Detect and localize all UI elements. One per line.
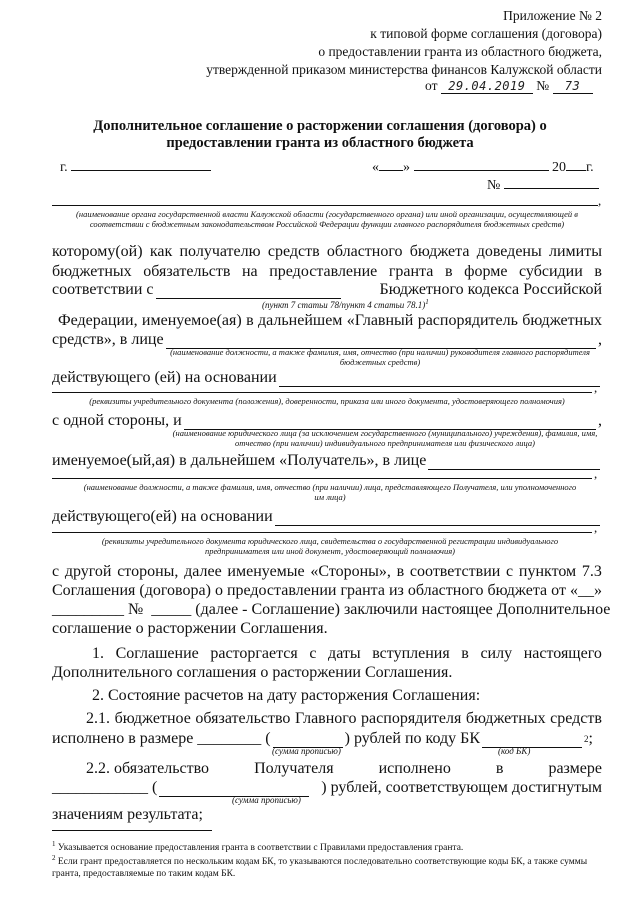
word: предоставлении: [226, 582, 337, 599]
recipient-rep-blank: [428, 456, 600, 470]
month-blank: [414, 170, 549, 171]
header-date-row: [425, 78, 593, 94]
paragraph-3-line-4: соглашение о расторжении Соглашения.: [52, 620, 328, 637]
word: с: [309, 645, 317, 662]
caption-recipient: (наименование юридического лица (за исключением государственного (муниципального) учреждения), фамилия, имя, отчество (при наличии) индивидуального предпринимателя или физического лица): [172, 428, 598, 448]
word: Федерации,: [58, 312, 138, 329]
appendix-number: Приложение № 2: [503, 8, 602, 23]
word: распорядитель: [417, 312, 518, 329]
comma-4: ,: [594, 520, 598, 535]
rubles-kbk-text: ) рублей по коду БК: [344, 730, 480, 747]
word: форме: [464, 263, 508, 280]
word: как: [149, 243, 173, 260]
word: 2.1.: [86, 710, 110, 727]
rubles-achieved-text: ) рублей, соответствующем достигнутым: [321, 779, 602, 796]
word: областного: [326, 243, 403, 260]
executed-amount-text: исполнено в размере ________ (: [52, 730, 271, 747]
item-2-2-line-3: значениям результата;: [52, 806, 203, 823]
word: «Стороны»,: [310, 563, 391, 580]
word: субсидии: [519, 263, 583, 280]
acting-basis-1-label: действующего (ей) на основании: [52, 369, 277, 386]
amount-blank-2: ____________ (: [52, 779, 158, 796]
grantor-blank-line: [52, 205, 598, 206]
comma-3: ,: [594, 466, 598, 481]
word: бюджетных: [52, 263, 132, 280]
caption-article: (пункт 7 статьи 78/пункт 4 статьи 78.1)$^1$: [262, 298, 429, 310]
city-blank: [71, 170, 211, 171]
caption-kbk: (код БК): [498, 746, 531, 756]
accordance-text: соответствии с: [52, 281, 154, 298]
word: далее: [184, 563, 222, 580]
word: распорядителя: [361, 710, 462, 727]
word: обязательств: [143, 263, 231, 280]
quote-close: »: [403, 160, 410, 175]
year-prefix: 20: [552, 160, 566, 175]
agreement-number-label: №: [487, 178, 501, 193]
document-title-line-1: Дополнительное соглашение о расторжении соглашения (договора) о: [93, 118, 547, 134]
recipient-named-label: именуемое(ый,ая) в дальнейшем «Получатель», в лице: [52, 452, 427, 469]
word: дальнейшем: [257, 312, 343, 329]
acting-basis-2-line-2: [52, 532, 592, 533]
word: гранта: [388, 263, 434, 280]
caption-sum-2: (сумма прописью): [232, 795, 301, 805]
footnote-1-text: Указывается основание предоставления гранта в соответствии с Правилами предоставления гранта.: [57, 843, 464, 854]
obligation-word: 2.2. обязательство: [86, 760, 210, 777]
document-title-line-2: предоставлении гранта из областного бюджета: [166, 135, 474, 151]
word: «__»: [569, 582, 602, 599]
word: получателю: [179, 243, 261, 260]
footnote-1-mark: 1: [52, 840, 56, 848]
word: на: [241, 263, 258, 280]
quote-open: «: [372, 160, 379, 175]
word: с: [506, 563, 514, 580]
paragraph-1-line-3: [52, 281, 602, 299]
agreement-number-blank: [504, 188, 599, 189]
word: «Главный: [346, 312, 414, 329]
word: бюджета: [487, 582, 548, 599]
recipient-rep-line-2: [52, 478, 592, 479]
caption-sum-1: (сумма прописью): [272, 746, 341, 756]
acting-basis-2-label: действующего(ей) на основании: [52, 508, 273, 525]
comma-2: ,: [594, 380, 598, 395]
word: расторгается: [210, 645, 298, 662]
number-label: №: [536, 78, 550, 93]
executed-word: исполнено: [378, 760, 451, 777]
word: в: [461, 645, 469, 662]
word: Главного: [295, 710, 357, 727]
year-suffix: г.: [586, 160, 594, 175]
word: другой: [64, 563, 112, 580]
budget-code-text: Бюджетного кодекса Российской: [379, 281, 602, 298]
word: силу: [480, 645, 513, 662]
word: бюджета: [409, 243, 470, 260]
word: именуемое(ая): [141, 312, 242, 329]
word: средств: [550, 710, 602, 727]
acting-basis-1-line-2: [52, 392, 592, 393]
concluded-text: _____ (далее - Соглашение) заключили настоящее Дополнительное: [151, 601, 611, 618]
word: гранта: [340, 582, 385, 599]
word: средств: [267, 243, 320, 260]
caption-head: (наименование должности, а также фамилия, имя, отчество (при наличии) руководителя главного распорядителя бюджетных средств): [170, 347, 590, 367]
word: бюджетных: [522, 312, 602, 329]
paragraph-3-line-1: [52, 563, 602, 581]
caption-basis-1: (реквизиты учредительного документа (положения), доверенности, приказа или иного документа, удостоверяющего полномочия): [89, 396, 565, 406]
word: о: [214, 582, 223, 599]
city-field: [60, 160, 211, 176]
word: в: [246, 312, 254, 329]
word: в: [444, 263, 453, 280]
date-field: [372, 160, 594, 176]
year-blank: [566, 170, 586, 171]
recipient-named-row: [52, 452, 602, 470]
word: даты: [328, 645, 361, 662]
caption-grantor: (наименование органа государственной власти Калужской области (государственного органа) или иной организации, осуществляющей в соответствии с бюджетным законодательством Российской Федерации функции главного распорядителя бюджетных средств): [76, 209, 578, 229]
footnote-2-mark: 2: [52, 854, 56, 862]
item-2-2-line-1: [86, 760, 602, 778]
one-side-label: с одной стороны, и: [52, 412, 182, 429]
acting-basis-2-blank: [275, 512, 600, 526]
word: обязательство: [195, 710, 291, 727]
item-2-heading: 2. Состояние расчетов на дату расторжения Соглашения:: [92, 687, 481, 704]
ot-label: от: [425, 78, 438, 93]
word: именуемые: [227, 563, 305, 580]
ref-date-blank: _________ №: [52, 601, 144, 618]
item-1-line-1: [92, 645, 602, 663]
item-2-2-line-2: [52, 779, 602, 797]
word: бюджетных: [465, 710, 546, 727]
recipient-word: Получателя: [254, 760, 334, 777]
word: в: [396, 563, 405, 580]
word: лимиты: [548, 243, 602, 260]
footnote-ref-2: 2: [584, 734, 589, 744]
in-word: в: [495, 760, 504, 777]
acting-basis-1: [52, 369, 602, 387]
word: с: [52, 563, 60, 580]
caption-recipient-rep: (наименование должности, а также фамилия, имя, отчество (при наличии) лица, представляющего Получателя, или уполномоченного им лица): [83, 482, 577, 502]
acting-basis-1-blank: [279, 373, 600, 387]
word: соответствии: [409, 563, 501, 580]
item-1-line-2: Дополнительного соглашения о расторжении Соглашения.: [52, 664, 453, 681]
paragraph-3-line-2: [52, 582, 602, 600]
word: предоставление: [269, 263, 378, 280]
header-line-3: о предоставлении гранта из областного бюджета,: [318, 44, 602, 59]
word: настоящего: [523, 645, 602, 662]
one-side-row: с одной стороны, и ,: [52, 412, 602, 429]
word: стороны,: [117, 563, 179, 580]
word: 7.3: [581, 563, 602, 580]
agreement-number-field: [487, 178, 599, 194]
header-line-2: к типовой форме соглашения (договора): [370, 26, 602, 41]
word: 1.: [92, 645, 104, 662]
word: вступления: [372, 645, 450, 662]
word: бюджетное: [114, 710, 191, 727]
footnote-ref-1: 1: [425, 298, 429, 306]
amount-word: размере: [548, 760, 602, 777]
handwritten-number: 73: [553, 79, 593, 94]
city-label: г.: [60, 160, 68, 175]
comma-1: ,: [598, 193, 602, 208]
word: из: [388, 582, 404, 599]
word: Соглашение: [115, 645, 199, 662]
word: в: [594, 263, 602, 280]
handwritten-date: 29.04.2019: [441, 79, 533, 94]
word: Соглашения: [52, 582, 136, 599]
footnote-separator: [52, 830, 212, 831]
word: которому(ой): [52, 243, 143, 260]
semicolon-1: ;: [588, 730, 593, 747]
day-blank: [379, 170, 403, 171]
kbk-blank: [482, 734, 582, 748]
word: (договора): [139, 582, 211, 599]
acting-basis-2: [52, 508, 602, 526]
word: областного: [407, 582, 484, 599]
paragraph-2-line-1: [58, 312, 602, 330]
article-blank: [156, 285, 341, 299]
caption-basis-2: (реквизиты учредительного документа юридического лица, свидетельства о государственной регистрации индивидуального предпринимателя или иной документ, удостоверяющий полномочия): [101, 536, 559, 556]
paragraph-2-line-2: средств», в лице ,: [52, 331, 602, 348]
paragraph-3-line-3: [52, 601, 611, 619]
footnote-2-text: Если грант предоставляется по нескольким кодам БК, то указываются последовательно соответствующие коды БК, а также суммы гранта, предоставляемые по таким кодам БК.: [52, 857, 588, 880]
paragraph-1-line-1: [52, 243, 602, 261]
header-line-4: утвержденной приказом министерства финансов Калужской области: [206, 62, 602, 77]
item-2-1-line-1: [86, 710, 602, 728]
word: пунктом: [518, 563, 577, 580]
word: от: [551, 582, 566, 599]
paragraph-1-line-2: [52, 263, 602, 281]
footnote-2: [52, 852, 612, 880]
represented-by-text: средств», в лице: [52, 331, 164, 348]
word: доведены: [476, 243, 542, 260]
